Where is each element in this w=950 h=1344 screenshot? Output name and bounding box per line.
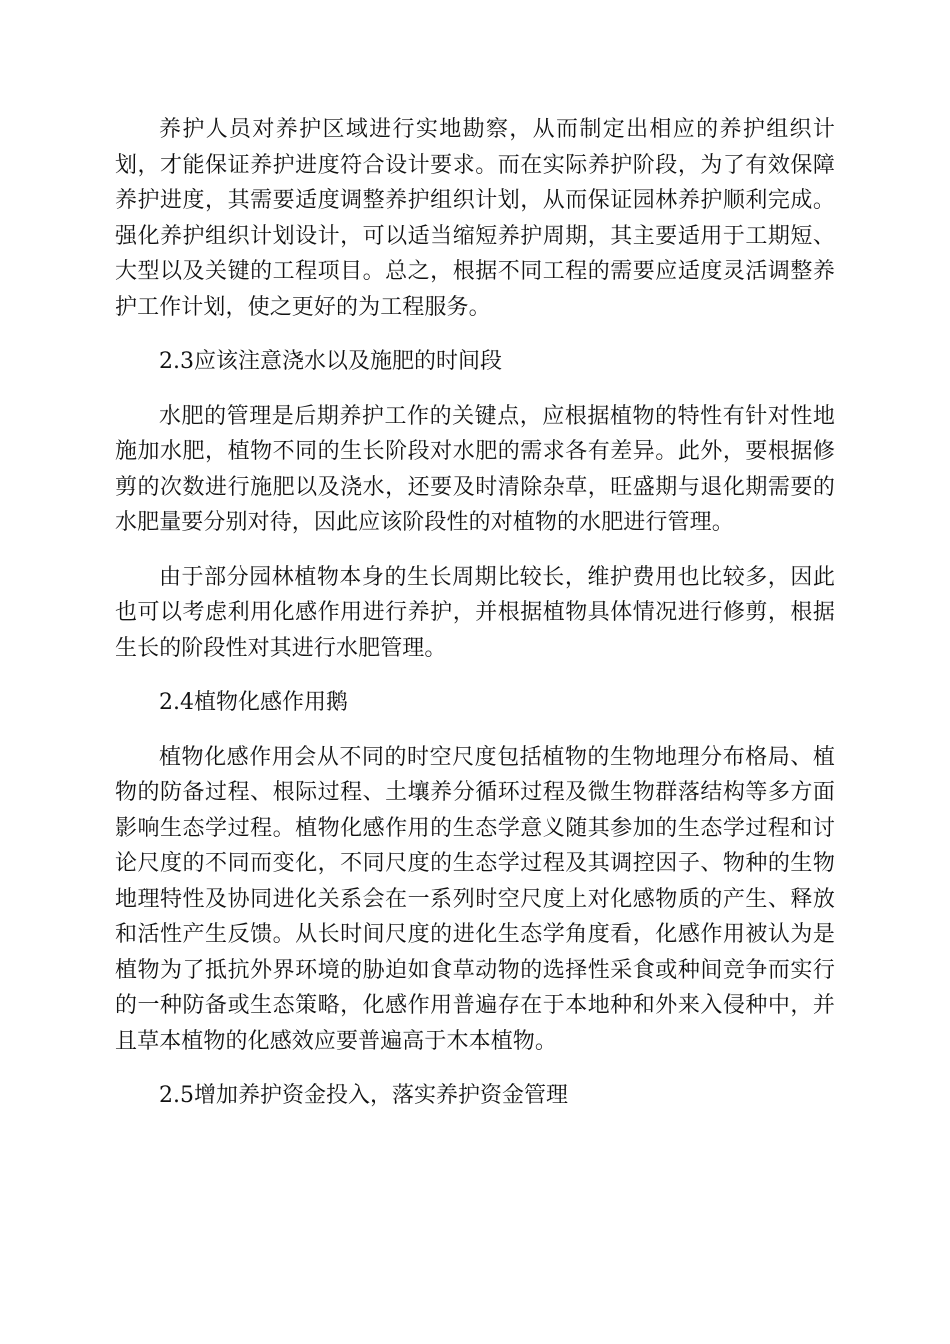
section-heading-2-5: 2.5增加养护资金投入，落实养护资金管理: [159, 1083, 568, 1108]
body-paragraph: 水肥的管理是后期养护工作的关键点，应根据植物的特性有针对性地施加水肥，植物不同的生长阶段对水肥的需求各有差异。此外，要根据修剪的次数进行施肥以及浇水，还要及时清除杂草，旺盛期与退化期需要的水肥量要分别对待，因此应该阶段性的对植物的水肥进行管理。: [115, 403, 835, 535]
document-body: [115, 112, 835, 1133]
body-paragraph: 养护人员对养护区域进行实地勘察，从而制定出相应的养护组织计划，才能保证养护进度符合设计要求。而在实际养护阶段，为了有效保障养护进度，其需要适度调整养护组织计划，从而保证园林养护顺利完成。强化养护组织计划设计，可以适当缩短养护周期，其主要适用于工期短、大型以及关键的工程项目。总之，根据不同工程的需要应适度灵活调整养护工作计划，使之更好的为工程服务。: [115, 117, 835, 320]
section-heading-2-3: 2.3应该注意浇水以及施肥的时间段: [159, 349, 502, 374]
body-paragraph: 植物化感作用会从不同的时空尺度包括植物的生物地理分布格局、植物的防备过程、根际过程、土壤养分循环过程及微生物群落结构等多方面影响生态学过程。植物化感作用的生态学意义随其参加的生态学过程和讨论尺度的不同而变化，不同尺度的生态学过程及其调控因子、物种的生物地理特性及协同进化关系会在一系列时空尺度上对化感物质的产生、释放和活性产生反馈。从长时间尺度的进化生态学角度看，化感作用被认为是植物为了抵抗外界环境的胁迫如食草动物的选择性采食或种间竞争而实行的一种防备或生态策略，化感作用普遍存在于本地种和外来入侵种中，并且草本植物的化感效应要普遍高于木本植物。: [115, 744, 835, 1054]
body-paragraph: 由于部分园林植物本身的生长周期比较长，维护费用也比较多，因此也可以考虑利用化感作用进行养护，并根据植物具体情况进行修剪，根据生长的阶段性对其进行水肥管理。: [115, 564, 835, 661]
section-heading-2-4: 2.4植物化感作用鹅: [159, 690, 348, 715]
